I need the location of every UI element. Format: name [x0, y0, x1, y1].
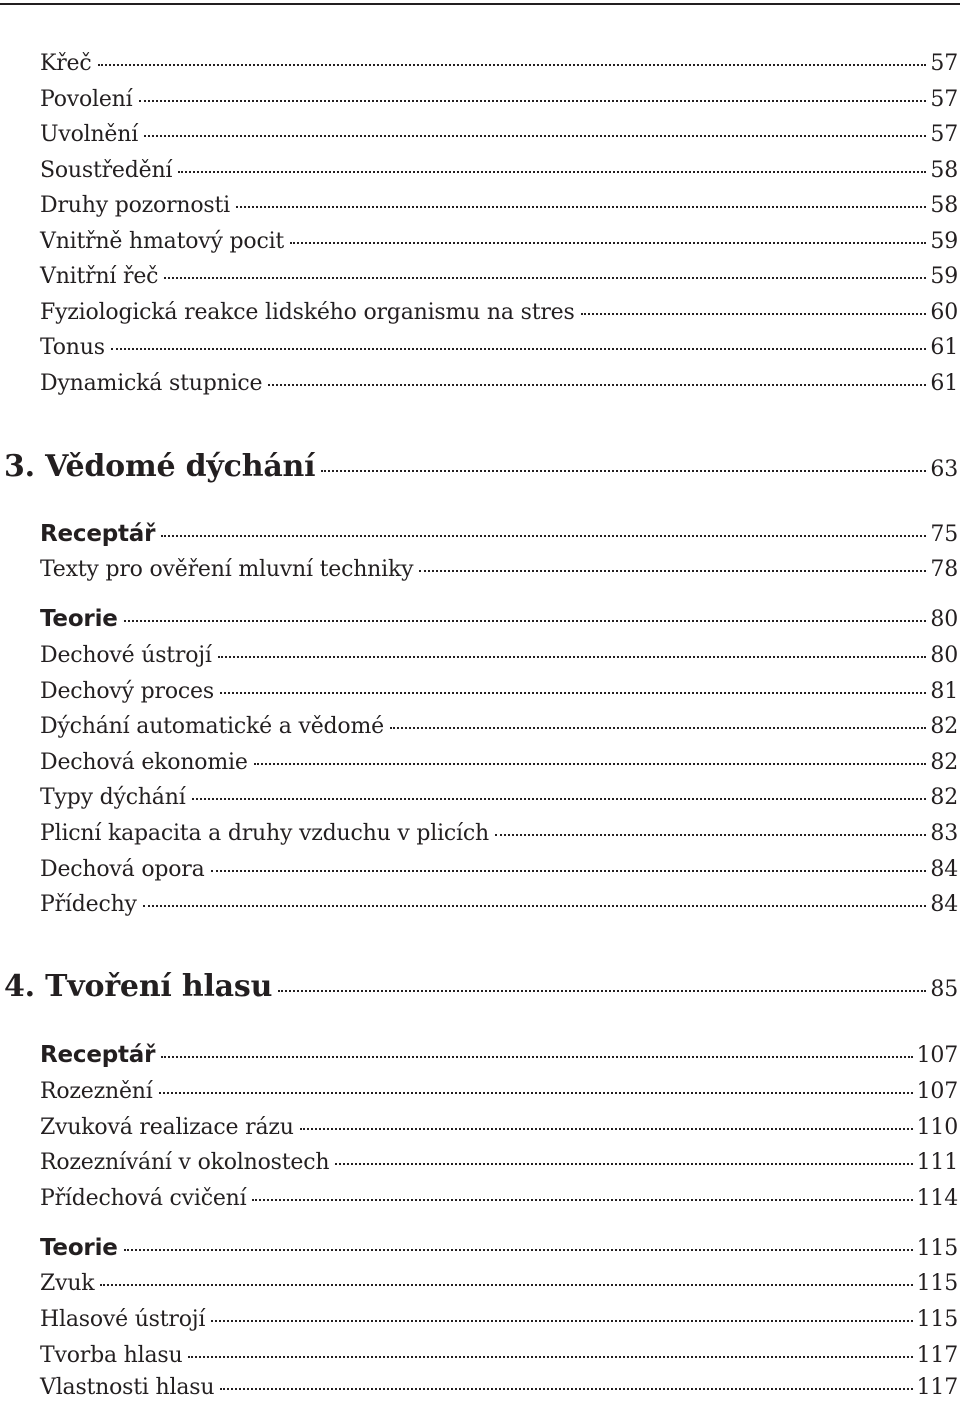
toc-entry[interactable]: [40, 887, 958, 917]
toc-entry-title: Zvuk: [40, 1271, 95, 1296]
dot-leader: [335, 1145, 912, 1169]
toc-entry[interactable]: [40, 117, 958, 147]
toc-entry-page: 83: [930, 821, 958, 846]
toc-entry-title: Fyziologická reakce lidského organismu na stres: [40, 300, 575, 325]
toc-section[interactable]: [40, 602, 958, 632]
toc-entry-page: 115: [916, 1271, 958, 1296]
toc-entry-title: Přídechy: [40, 892, 137, 917]
dot-leader: [98, 46, 927, 70]
dot-leader: [178, 153, 926, 177]
toc-entry-page: 107: [916, 1079, 958, 1104]
dot-leader: [124, 602, 927, 626]
dot-leader: [252, 1181, 912, 1205]
toc-entry-page: 58: [930, 158, 958, 183]
toc-entry-page: 59: [930, 229, 958, 254]
toc-entry[interactable]: [40, 780, 958, 810]
toc-entry-title: Tonus: [40, 335, 105, 360]
toc-entry-page: 84: [930, 857, 958, 882]
toc-section-title: Teorie: [40, 606, 118, 632]
toc-chapter[interactable]: [4, 446, 958, 486]
dot-leader: [581, 295, 927, 319]
dot-leader: [218, 638, 927, 662]
toc-entry[interactable]: [40, 366, 958, 396]
toc-entry-title: Hlasové ústrojí: [40, 1307, 206, 1332]
toc-entry-title: Uvolnění: [40, 122, 139, 147]
toc-entry-page: 61: [930, 371, 958, 396]
toc-entry[interactable]: [40, 638, 958, 668]
dot-leader: [321, 446, 926, 476]
toc-entry-page: 78: [930, 557, 958, 582]
toc-entry-page: 61: [930, 335, 958, 360]
dot-leader: [211, 1302, 912, 1326]
dot-leader: [220, 1370, 912, 1394]
dot-leader: [278, 966, 926, 996]
toc-entry-title: Dechový proces: [40, 679, 214, 704]
dot-leader: [192, 780, 927, 804]
toc-entry-page: 60: [930, 300, 958, 325]
toc-entry-page: 110: [916, 1115, 958, 1140]
toc-entry-page: 82: [930, 750, 958, 775]
toc-entry-page: 117: [916, 1343, 958, 1368]
toc-section[interactable]: [40, 1231, 958, 1261]
toc-entry[interactable]: [40, 1266, 958, 1296]
dot-leader: [159, 1074, 913, 1098]
toc-entry[interactable]: [40, 1338, 958, 1368]
toc-entry[interactable]: [40, 745, 958, 775]
toc-entry-page: 81: [930, 679, 958, 704]
toc-section-page: 80: [930, 607, 958, 632]
toc-section-page: 115: [916, 1236, 958, 1261]
toc-entry[interactable]: [40, 1145, 958, 1175]
dot-leader: [100, 1266, 912, 1290]
toc-chapter-page: 85: [930, 977, 958, 1002]
dot-leader: [161, 517, 926, 541]
toc-chapter[interactable]: [4, 966, 958, 1006]
toc-entry-title: Vlastnosti hlasu: [40, 1375, 215, 1400]
toc-section-title: Teorie: [40, 1235, 118, 1261]
dot-leader: [495, 816, 926, 840]
dot-leader: [220, 674, 926, 698]
dot-leader: [143, 887, 927, 911]
dot-leader: [390, 709, 926, 733]
toc-entry-page: 82: [930, 785, 958, 810]
toc-entry[interactable]: [40, 188, 958, 218]
dot-leader: [236, 188, 926, 212]
toc-entry-title: Vnitřní řeč: [40, 264, 159, 289]
toc-entry-title: Dýchání automatické a vědomé: [40, 714, 384, 739]
toc-entry[interactable]: [40, 1110, 958, 1140]
toc-entry-page: 82: [930, 714, 958, 739]
toc-section-page: 107: [916, 1043, 958, 1068]
toc-entry-title: Dechová opora: [40, 857, 205, 882]
toc-entry-title: Druhy pozornosti: [40, 193, 230, 218]
dot-leader: [290, 224, 926, 248]
dot-leader: [300, 1110, 913, 1134]
toc-entry[interactable]: [40, 153, 958, 183]
toc-entry-title: Typy dýchání: [40, 785, 186, 810]
toc-entry[interactable]: [40, 46, 958, 76]
dot-leader: [139, 82, 927, 106]
toc-entry[interactable]: [40, 1074, 958, 1104]
toc-entry[interactable]: [40, 82, 958, 112]
dot-leader: [419, 552, 926, 576]
toc-entry-page: 80: [930, 643, 958, 668]
dot-leader: [254, 745, 927, 769]
toc-entry[interactable]: [40, 709, 958, 739]
toc-entry[interactable]: [40, 1302, 958, 1332]
toc-entry-page: 84: [930, 892, 958, 917]
dot-leader: [268, 366, 926, 390]
toc-chapter-page: 63: [930, 457, 958, 482]
toc-entry-title: Povolení: [40, 87, 133, 112]
dot-leader: [164, 259, 926, 283]
toc-entry-page: 57: [930, 122, 958, 147]
toc-entry-page: 111: [916, 1150, 958, 1175]
toc-entry-title: Přídechová cvičení: [40, 1186, 247, 1211]
dot-leader: [124, 1231, 913, 1255]
toc-entry-title: Dynamická stupnice: [40, 371, 263, 396]
top-rule: [0, 3, 960, 5]
toc-entry-page: 57: [930, 87, 958, 112]
toc-entry-title: Křeč: [40, 51, 92, 76]
toc-entry[interactable]: [40, 259, 958, 289]
toc-section[interactable]: [40, 517, 958, 547]
toc-entry-title: Rozeznění: [40, 1079, 153, 1104]
dot-leader: [211, 852, 927, 876]
toc-chapter-title: 3. Vědomé dýchání: [4, 449, 316, 484]
toc-chapter-title: 4. Tvoření hlasu: [4, 969, 273, 1004]
toc-entry-title: Soustředění: [40, 158, 173, 183]
toc-entry[interactable]: [40, 674, 958, 704]
toc-entry[interactable]: [40, 1370, 958, 1400]
toc-entry-title: Dechové ústrojí: [40, 643, 212, 668]
dot-leader: [188, 1338, 912, 1362]
toc-entry-page: 59: [930, 264, 958, 289]
toc-entry-page: 115: [916, 1307, 958, 1332]
toc-entry[interactable]: [40, 552, 958, 582]
toc-entry[interactable]: [40, 295, 958, 325]
toc-entry-title: Dechová ekonomie: [40, 750, 248, 775]
toc-entry[interactable]: [40, 224, 958, 254]
toc-entry-title: Rozeznívání v okolnostech: [40, 1150, 330, 1175]
toc-entry[interactable]: [40, 1181, 958, 1211]
toc-section-page: 75: [930, 522, 958, 547]
toc-section-title: Receptář: [40, 521, 156, 547]
toc-entry-title: Plicní kapacita a druhy vzduchu v plicích: [40, 821, 489, 846]
toc-entry[interactable]: [40, 816, 958, 846]
toc-section[interactable]: [40, 1038, 958, 1068]
toc-entry[interactable]: [40, 852, 958, 882]
toc-entry-page: 57: [930, 51, 958, 76]
toc-entry-title: Zvuková realizace rázu: [40, 1115, 294, 1140]
toc-section-title: Receptář: [40, 1042, 156, 1068]
dot-leader: [111, 330, 927, 354]
toc-entry-page: 58: [930, 193, 958, 218]
dot-leader: [161, 1038, 912, 1062]
toc-entry[interactable]: [40, 330, 958, 360]
toc-entry-title: Texty pro ověření mluvní techniky: [40, 557, 414, 582]
toc-entry-title: Vnitřně hmatový pocit: [40, 229, 285, 254]
dot-leader: [144, 117, 926, 141]
toc-entry-page: 117: [916, 1375, 958, 1400]
toc-entry-page: 114: [916, 1186, 958, 1211]
toc-entry-title: Tvorba hlasu: [40, 1343, 183, 1368]
